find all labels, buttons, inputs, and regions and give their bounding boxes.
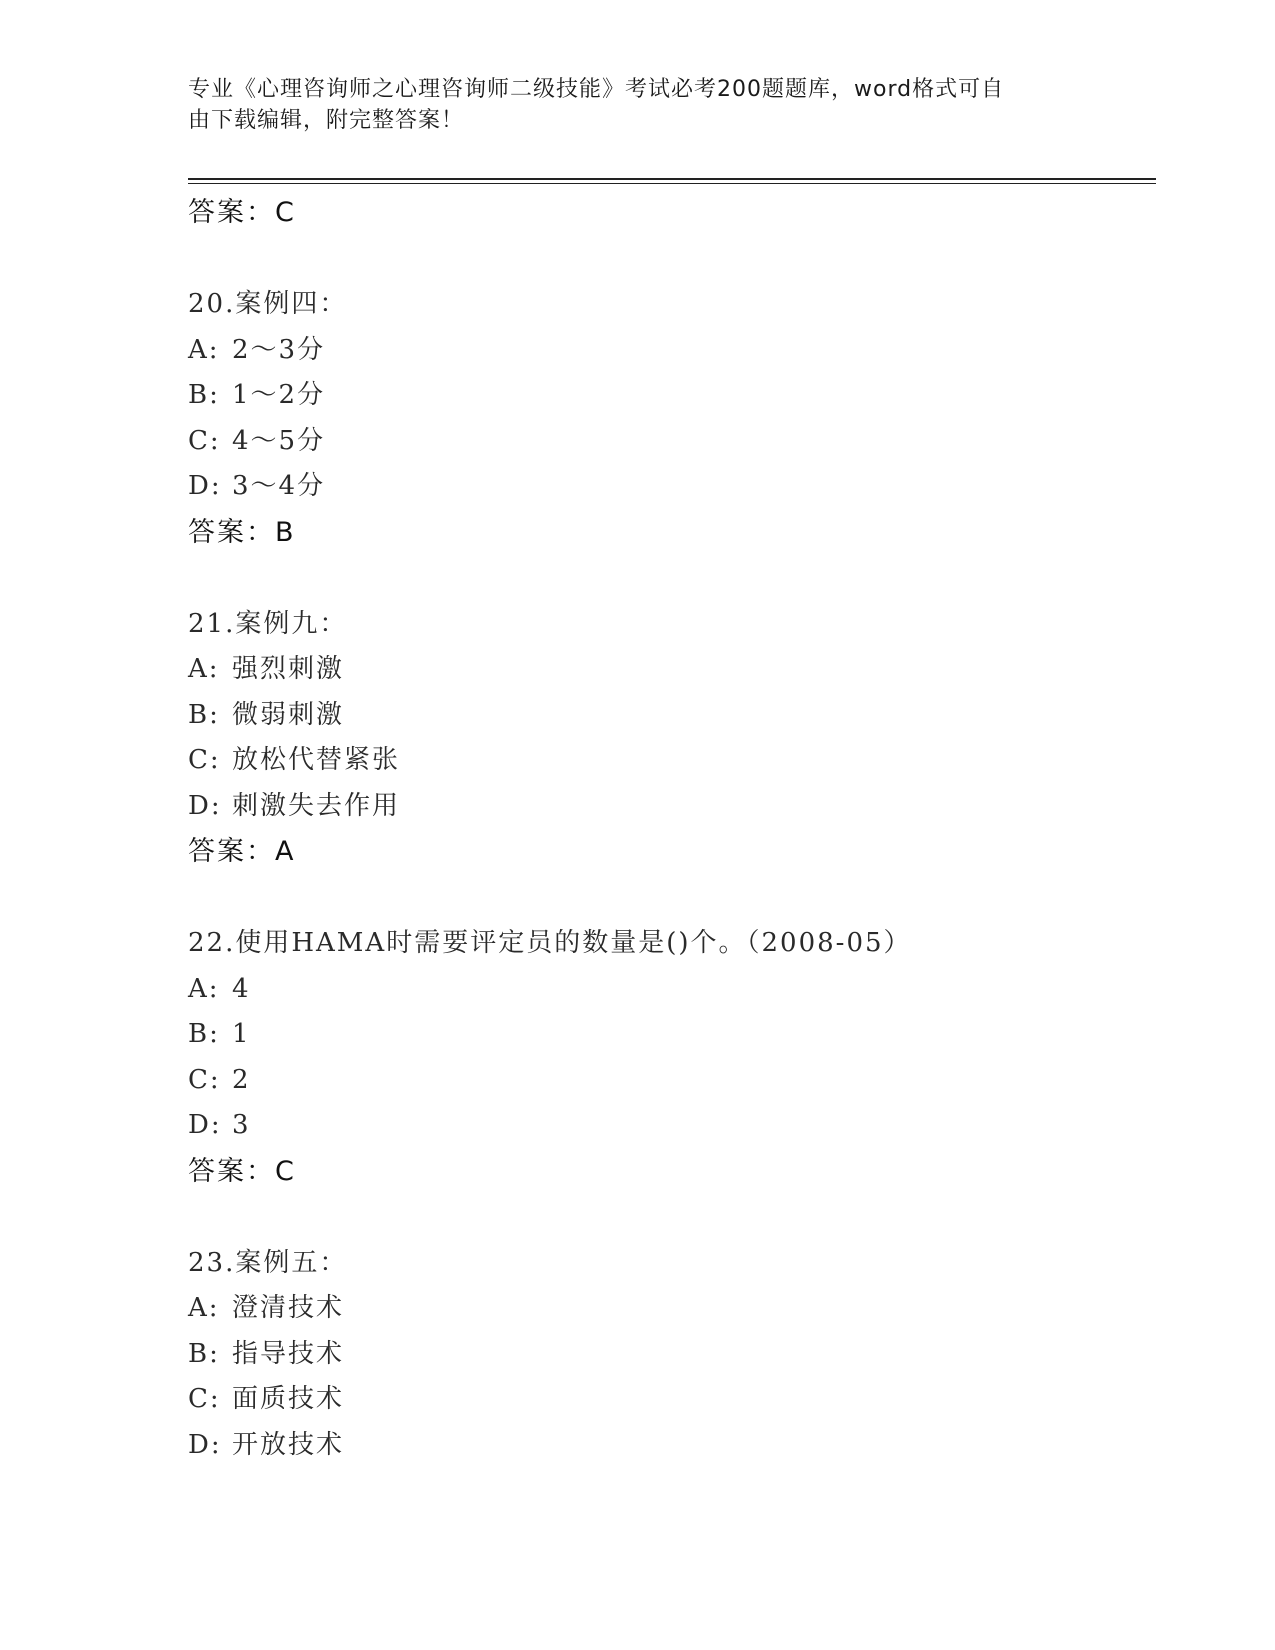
option-text: 放松代替紧张 (232, 745, 401, 775)
spacer (188, 1195, 1148, 1241)
option-text: 面质技术 (232, 1384, 345, 1414)
option-text: 强烈刺激 (232, 654, 345, 684)
option-letter: A: (188, 1293, 220, 1323)
option-letter: A: (188, 334, 220, 365)
option-text: 1～2分 (232, 380, 326, 410)
option-letter: A: (188, 973, 220, 1004)
option-letter: C: (188, 425, 221, 456)
option-text: 2 (232, 1064, 251, 1095)
option-b (188, 693, 1148, 739)
question-block (188, 282, 1148, 556)
option-a (188, 328, 1148, 374)
option-b (188, 1332, 1148, 1378)
answer-line: 答案：A (188, 836, 296, 867)
option-text: 澄清技术 (232, 1293, 345, 1323)
option-a (188, 967, 1148, 1013)
option-letter: C: (188, 1384, 221, 1414)
option-letter: D: (188, 471, 222, 501)
option-letter: D: (188, 1110, 222, 1140)
option-letter: B: (188, 699, 220, 730)
option-d (188, 1423, 1148, 1469)
header-line-1: 专业《心理咨询师之心理咨询师二级技能》考试必考200题题库，word格式可自 (188, 77, 1005, 102)
option-a (188, 1286, 1148, 1332)
option-letter: D: (188, 790, 222, 821)
option-text: 指导技术 (232, 1338, 345, 1369)
option-text: 4～5分 (232, 425, 326, 456)
answer-line: 答案：C (188, 197, 296, 228)
header-divider-thin (188, 183, 1156, 184)
question-stem: 21.案例九： (188, 608, 348, 639)
spacer (188, 875, 1148, 921)
option-text: 3～4分 (232, 471, 326, 501)
option-b (188, 1012, 1148, 1058)
option-d (188, 464, 1148, 510)
option-d (188, 1103, 1148, 1149)
question-stem: 23.案例五： (188, 1247, 348, 1278)
document-header (188, 74, 1068, 136)
option-letter: D: (188, 1429, 222, 1460)
question-block (188, 602, 1148, 876)
question-stem: 20.案例四： (188, 289, 348, 319)
answer-line: 答案：C (188, 1155, 296, 1187)
option-letter: B: (188, 380, 220, 410)
option-letter: C: (188, 745, 221, 775)
option-text: 开放技术 (232, 1429, 345, 1460)
option-letter: A: (188, 654, 220, 684)
option-d (188, 784, 1148, 830)
spacer (188, 556, 1148, 602)
question-block (188, 921, 1148, 1195)
option-text: 1 (232, 1019, 251, 1049)
header-line-2: 由下载编辑，附完整答案！ (188, 108, 465, 133)
option-c (188, 419, 1148, 465)
spacer (188, 236, 1148, 282)
option-text: 3 (232, 1110, 251, 1140)
option-text: 2～3分 (232, 334, 326, 365)
option-letter: B: (188, 1338, 220, 1369)
option-a (188, 647, 1148, 693)
option-letter: B: (188, 1019, 220, 1049)
option-c (188, 1058, 1148, 1104)
option-letter: C: (188, 1064, 221, 1095)
option-text: 刺激失去作用 (232, 790, 401, 821)
option-b (188, 373, 1148, 419)
question-stem: 22.使用HAMA时需要评定员的数量是()个。（2008-05） (188, 928, 912, 958)
question-list (188, 190, 1148, 1468)
option-text: 微弱刺激 (232, 699, 345, 730)
question-block (188, 1241, 1148, 1469)
option-c (188, 1377, 1148, 1423)
header-divider-thick (188, 178, 1156, 180)
answer-line: 答案：B (188, 516, 296, 548)
option-c (188, 738, 1148, 784)
option-text: 4 (232, 973, 251, 1004)
